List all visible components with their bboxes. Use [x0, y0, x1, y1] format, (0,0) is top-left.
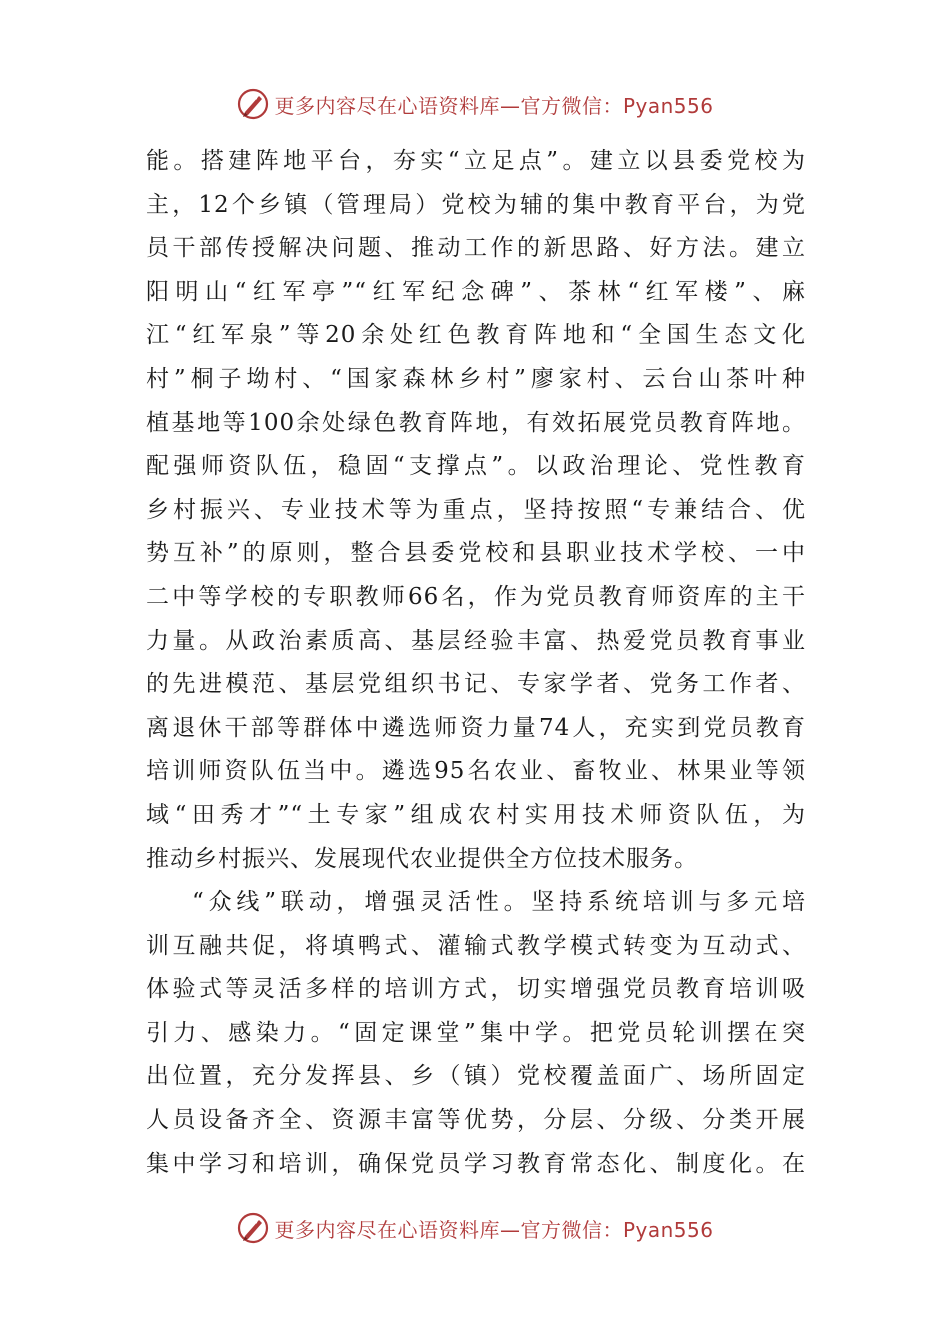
text-line: “众线”联动，增强灵活性。坚持系统培训与多元培 — [192, 889, 806, 916]
header-banner — [0, 84, 950, 124]
text-line: 二中等学校的专职教师66名，作为党员教育师资库的主干 — [146, 583, 806, 610]
document-body — [146, 140, 806, 1186]
text-line: 乡村振兴、专业技术等为重点，坚持按照“专兼结合、优 — [146, 496, 806, 523]
paragraph-2 — [146, 881, 806, 1186]
text-line: 配强师资队伍，稳固“支撑点”。以政治理论、党性教育 — [146, 453, 806, 480]
text-line: 集中学习和培训，确保党员学习教育常态化、制度化。在 — [146, 1150, 806, 1177]
text-line: 训互融共促，将填鸭式、灌输式教学模式转变为互动式、 — [146, 932, 806, 959]
text-line: 植基地等100余处绿色教育阵地，有效拓展党员教育阵地。 — [146, 409, 806, 436]
text-line: 势互补”的原则，整合县委党校和县职业技术学校、一中 — [146, 540, 806, 567]
text-line: 的先进模范、基层党组织书记、专家学者、党务工作者、 — [146, 671, 806, 698]
banner-text: 更多内容尽在心语资料库—官方微信：Pyan556 — [274, 93, 714, 118]
text-line: 江“红军泉”等20余处红色教育阵地和“全国生态文化 — [146, 322, 806, 349]
text-line: 培训师资队伍当中。遴选95名农业、畜牧业、林果业等领 — [146, 758, 806, 785]
pen-seal-icon — [236, 87, 270, 121]
pen-seal-icon — [236, 1211, 270, 1245]
text-line: 村”桐子坳村、“国家森林乡村”廖家村、云台山茶叶种 — [146, 365, 806, 392]
text-line: 能。搭建阵地平台，夯实“立足点”。建立以县委党校为 — [146, 148, 806, 174]
text-line: 员干部传授解决问题、推动工作的新思路、好方法。建立 — [146, 235, 806, 262]
footer-banner — [0, 1208, 950, 1248]
banner-text: 更多内容尽在心语资料库—官方微信：Pyan556 — [274, 1217, 714, 1242]
text-line: 阳明山“红军亭”“红军纪念碑”、茶林“红军楼”、麻 — [146, 278, 806, 305]
text-line: 力量。从政治素质高、基层经验丰富、热爱党员教育事业 — [146, 627, 806, 654]
text-line: 人员设备齐全、资源丰富等优势，分层、分级、分类开展 — [146, 1107, 806, 1134]
text-line: 出位置，充分发挥县、乡（镇）党校覆盖面广、场所固定 — [146, 1063, 806, 1090]
text-line: 体验式等灵活多样的培训方式，切实增强党员教育培训吸 — [146, 976, 806, 1003]
paragraph-1 — [146, 140, 806, 881]
text-line: 引力、感染力。“固定课堂”集中学。把党员轮训摆在突 — [146, 1019, 806, 1046]
text-line: 主，12个乡镇（管理局）党校为辅的集中教育平台，为党 — [146, 191, 806, 218]
text-line: 域“田秀才”“土专家”组成农村实用技术师资队伍，为 — [146, 801, 806, 828]
text-line: 离退休干部等群体中遴选师资力量74人，充实到党员教育 — [146, 714, 806, 741]
text-line: 推动乡村振兴、发展现代农业提供全方位技术服务。 — [146, 845, 698, 872]
